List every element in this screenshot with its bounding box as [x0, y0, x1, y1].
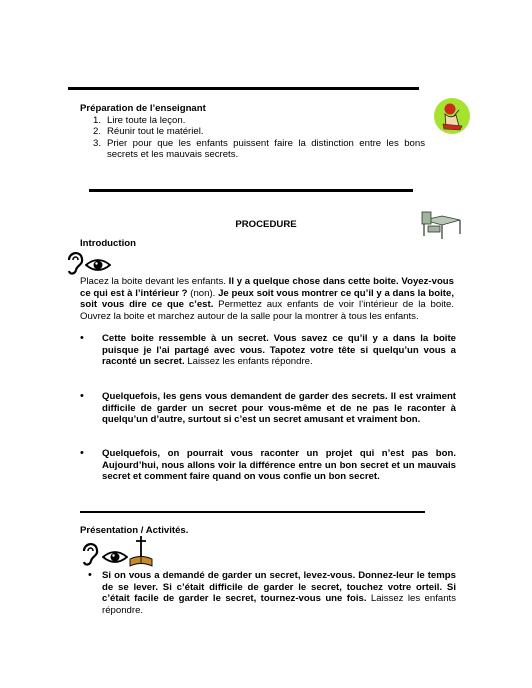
list-item: 2. Réunir tout le matériel.	[93, 126, 204, 138]
intro-paragraph: Placez la boite devant les enfants. Il y a quelque chose dans cette boite. Voyez-vous ce qui est à l’intérieur ? (non). Je peux soit vous montrer ce qu’il y a dans la boite, soit vous dire ce que c’est. Permettez aux enfants de voir l’intérieur de la boite. Ouvrez la boite et marchez autour de la salle pour la montrer à tous les enfants.	[80, 276, 455, 322]
section-rule	[89, 189, 413, 192]
list-item: • Cette boite ressemble à un secret. Vous savez ce qu’il y a dans la boite puisque je l’ai partagé avec vous. Tapotez votre tête si quelqu’un vous a raconté un secret. Laissez les enfants répondre.	[80, 332, 456, 368]
list-item: • Quelquefois, on pourrait vous raconter un projet qui n’est pas bon. Aujourd’hui, nous allons voir la différence entre un bon secret et un mauvais secret et comment faire quand on vous confie un bon secret.	[80, 447, 456, 483]
list-item: • Quelquefois, les gens vous demandent de garder des secrets. Il est vraiment difficile de garder un secret pour vous-même et de ne pas le raconter à quelqu’un d’autre, surtout si c’est un secret amusant et vraiment bon.	[80, 390, 456, 426]
praying-child-icon	[432, 96, 472, 136]
list-item: 1. Lire toute la leçon.	[93, 114, 186, 126]
intro-heading: Introduction	[80, 238, 136, 249]
prep-list	[93, 115, 425, 161]
desk-chair-icon	[420, 210, 462, 240]
ear-icon	[80, 539, 100, 567]
ear-icon	[65, 248, 85, 276]
activities-heading: Présentation / Activités.	[80, 525, 189, 536]
list-item: 3. Prier pour que les enfants puissent faire la distinction entre les bons secrets et les mauvais secrets.	[93, 137, 425, 161]
eye-icon	[102, 548, 128, 566]
list-item: • Si on vous a demandé de garder un secret, levez-vous. Donnez-leur le temps de se lever. Si c’était difficile de garder le secret, touchez votre orteil. Si c’était facile de garder le secret, tournez-vous une fois. Laissez les enfants répondre.	[88, 569, 456, 616]
prep-heading: Préparation de l’enseignant	[80, 103, 206, 114]
section-rule	[80, 511, 425, 513]
bible-cross-icon	[128, 534, 154, 568]
top-rule	[68, 87, 419, 90]
procedure-title: PROCEDURE	[235, 219, 297, 230]
eye-icon	[85, 256, 111, 274]
